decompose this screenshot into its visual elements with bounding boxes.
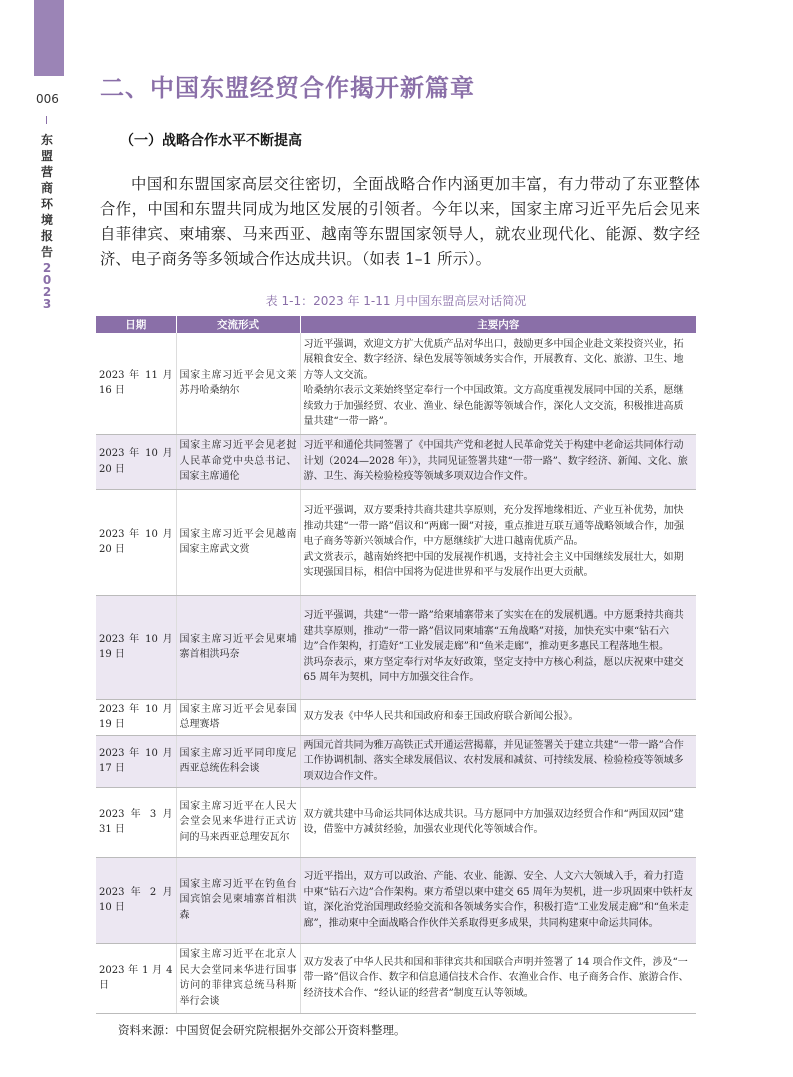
row-content: 习近平强调，欢迎文方扩大优质产品对华出口，鼓励更多中国企业赴文莱投资兴业，拓展粮食安全、数字经济、绿色发展等领域务实合作，开展教育、文化、旅游、卫生、地方等人文交流。 哈桑纳尔表示文莱始终坚定奉行一个中国政策。文方高度重视发展同中国的关系，愿继续致力于加强经贸、农业、渔业、绿色能源等领域合作，深化人文交流，积极推进高质量共建“一带一路”。 xyxy=(300,333,696,434)
side-year-char: 2 xyxy=(42,261,52,275)
table-row xyxy=(96,434,696,489)
row-content: 习近平指出，双方可以政治、产能、农业、能源、安全、人文六大领域入手，着力打造中柬“钻石六边”合作架构。柬方希望以柬中建交 65 周年为契机，进一步巩固柬中铁杆友谊，深化治党治国理政经验交流和各领域务实合作，积极打造“工业发展走廊”和“鱼米走廊”，推动柬中全面战略合作伙伴关系取得更多成果，共同构建柬中命运共同体。 xyxy=(300,857,696,943)
side-year-char: 2 xyxy=(42,285,52,299)
row-form: 国家主席习近平会见柬埔寨首相洪玛奈 xyxy=(176,595,300,699)
chapter-title: 二、中国东盟经贸合作揭开新篇章 xyxy=(100,74,475,102)
side-title-char: 环 xyxy=(40,197,53,211)
source-note: 资料来源：中国贸促会研究院根据外交部公开资料整理。 xyxy=(118,1023,406,1037)
row-form: 国家主席习近平会见泰国总理赛塔 xyxy=(176,699,300,735)
side-title-char: 东 xyxy=(40,133,53,147)
table-row xyxy=(96,699,696,735)
row-form: 国家主席习近平会见老挝人民革命党中央总书记、国家主席通伦 xyxy=(176,434,300,489)
table-row xyxy=(96,333,696,434)
side-year-char: 0 xyxy=(42,273,52,287)
row-form: 国家主席习近平会见文莱苏丹哈桑纳尔 xyxy=(176,333,300,434)
header-content: 主要内容 xyxy=(300,316,696,333)
row-date: 2023 年 10 月 20 日 xyxy=(96,489,176,595)
side-title-char: 盟 xyxy=(40,149,53,163)
side-title-char: 报 xyxy=(40,229,53,243)
row-content: 双方发表《中华人民共和国政府和泰王国政府联合新闻公报》。 xyxy=(300,699,696,735)
side-title-char: 境 xyxy=(40,213,53,227)
row-content: 双方发表了中华人民共和国和菲律宾共和国联合声明并签署了 14 项合作文件，涉及“一带一路”倡议合作、数字和信息通信技术合作、农渔业合作、电子商务合作、旅游合作、经济技术合作、“经认证的经营者”制度互认等领域。 xyxy=(300,943,696,1013)
side-title-char: 商 xyxy=(40,181,53,195)
row-date: 2023 年 10 月 17 日 xyxy=(96,735,176,787)
table-caption: 表 1-1：2023 年 1-11 月中国东盟高层对话简况 xyxy=(265,294,527,308)
header-date: 日期 xyxy=(96,316,176,333)
table-header-row xyxy=(96,316,696,333)
table-row xyxy=(96,735,696,787)
table-row xyxy=(96,489,696,595)
side-report-title-cont xyxy=(40,228,54,260)
row-form: 国家主席习近平同印度尼西亚总统佐科会谈 xyxy=(176,735,300,787)
row-content: 习近平和通伦共同签署了《中国共产党和老挝人民革命党关于构建中老命运共同体行动计划（2024—2028 年）》，共同见证签署共建“一带一路”、数字经济、新闻、文化、旅游、卫生、海关检验检疫等领域多项双边合作文件。 xyxy=(300,434,696,489)
row-date: 2023 年 2 月 10 日 xyxy=(96,857,176,943)
table-row xyxy=(96,943,696,1013)
row-content: 习近平强调，共建“一带一路”给柬埔寨带来了实实在在的发展机遇。中方愿秉持共商共建共享原则，推动“一带一路”倡议同柬埔寨“五角战略”对接，加快充实中柬“钻石六边”合作架构，打造好“工业发展走廊”和“鱼米走廊”，推动更多惠民工程落地生根。 洪玛奈表示，柬方坚定奉行对华友好政策，坚定支持中方核心利益，愿以庆祝柬中建交 65 周年为契机，同中方加强交往合作。 xyxy=(300,595,696,699)
color-tab xyxy=(34,0,64,76)
row-date: 2023 年 10 月 20 日 xyxy=(96,434,176,489)
row-form: 国家主席习近平在北京人民大会堂同来华进行国事访问的菲律宾总统马科斯举行会谈 xyxy=(176,943,300,1013)
header-form: 交流形式 xyxy=(176,316,300,333)
table-row xyxy=(96,857,696,943)
side-year xyxy=(40,262,54,310)
table-row xyxy=(96,787,696,857)
body-paragraph: 中国和东盟国家高层交往密切，全面战略合作内涵更加丰富，有力带动了东亚整体合作，中国和东盟共同成为地区发展的引领者。今年以来，国家主席习近平先后会见来自菲律宾、柬埔寨、马来西亚、越南等东盟国家领导人，就农业现代化、能源、数字经济、电子商务等多领域合作达成共识。（如表 1–1 所示）。 xyxy=(100,175,700,268)
row-form: 国家主席习近平在人民大会堂会见来华进行正式访问的马来西亚总理安瓦尔 xyxy=(176,787,300,857)
row-date: 2023 年 11 月 16 日 xyxy=(96,333,176,434)
side-year-char: 3 xyxy=(42,297,52,311)
section-title: （一）战略合作水平不断提高 xyxy=(120,133,302,149)
side-title-char: 营 xyxy=(40,165,53,179)
row-date: 2023 年 1 月 4 日 xyxy=(96,943,176,1013)
side-report-title xyxy=(40,132,54,228)
row-content: 双方就共建中马命运共同体达成共识。马方愿同中方加强双边经贸合作和“两国双园”建设，借鉴中方减贫经验，加强农业现代化等领域合作。 xyxy=(300,787,696,857)
table-row xyxy=(96,595,696,699)
page-number: 006 xyxy=(36,92,59,106)
row-date: 2023 年 3 月 31 日 xyxy=(96,787,176,857)
side-divider xyxy=(46,116,47,124)
row-form: 国家主席习近平在钓鱼台国宾馆会见柬埔寨首相洪森 xyxy=(176,857,300,943)
row-content: 习近平强调，双方要秉持共商共建共享原则，充分发挥地缘相近、产业互补优势，加快推动共建“一带一路”倡议和“两廊一圈”对接，重点推进互联互通等战略领域合作，加强电子商务等新兴领域合作，中方愿继续扩大进口越南优质产品。 武文赏表示，越南始终把中国的发展视作机遇，支持社会主义中国继续发展壮大，如期实现强国目标，相信中国将为促进世界和平与发展作出更大贡献。 xyxy=(300,489,696,595)
row-date: 2023 年 10 月 19 日 xyxy=(96,595,176,699)
side-title-char: 告 xyxy=(40,245,53,259)
dialogue-table xyxy=(96,316,696,1014)
row-content: 两国元首共同为雅万高铁正式开通运营揭幕，并见证签署关于建立共建“一带一路”合作工作协调机制、落实全球发展倡议、农村发展和减贫、可持续发展、检验检疫等领域多项双边合作文件。 xyxy=(300,735,696,787)
row-date: 2023 年 10 月 19 日 xyxy=(96,699,176,735)
row-form: 国家主席习近平会见越南国家主席武文赏 xyxy=(176,489,300,595)
